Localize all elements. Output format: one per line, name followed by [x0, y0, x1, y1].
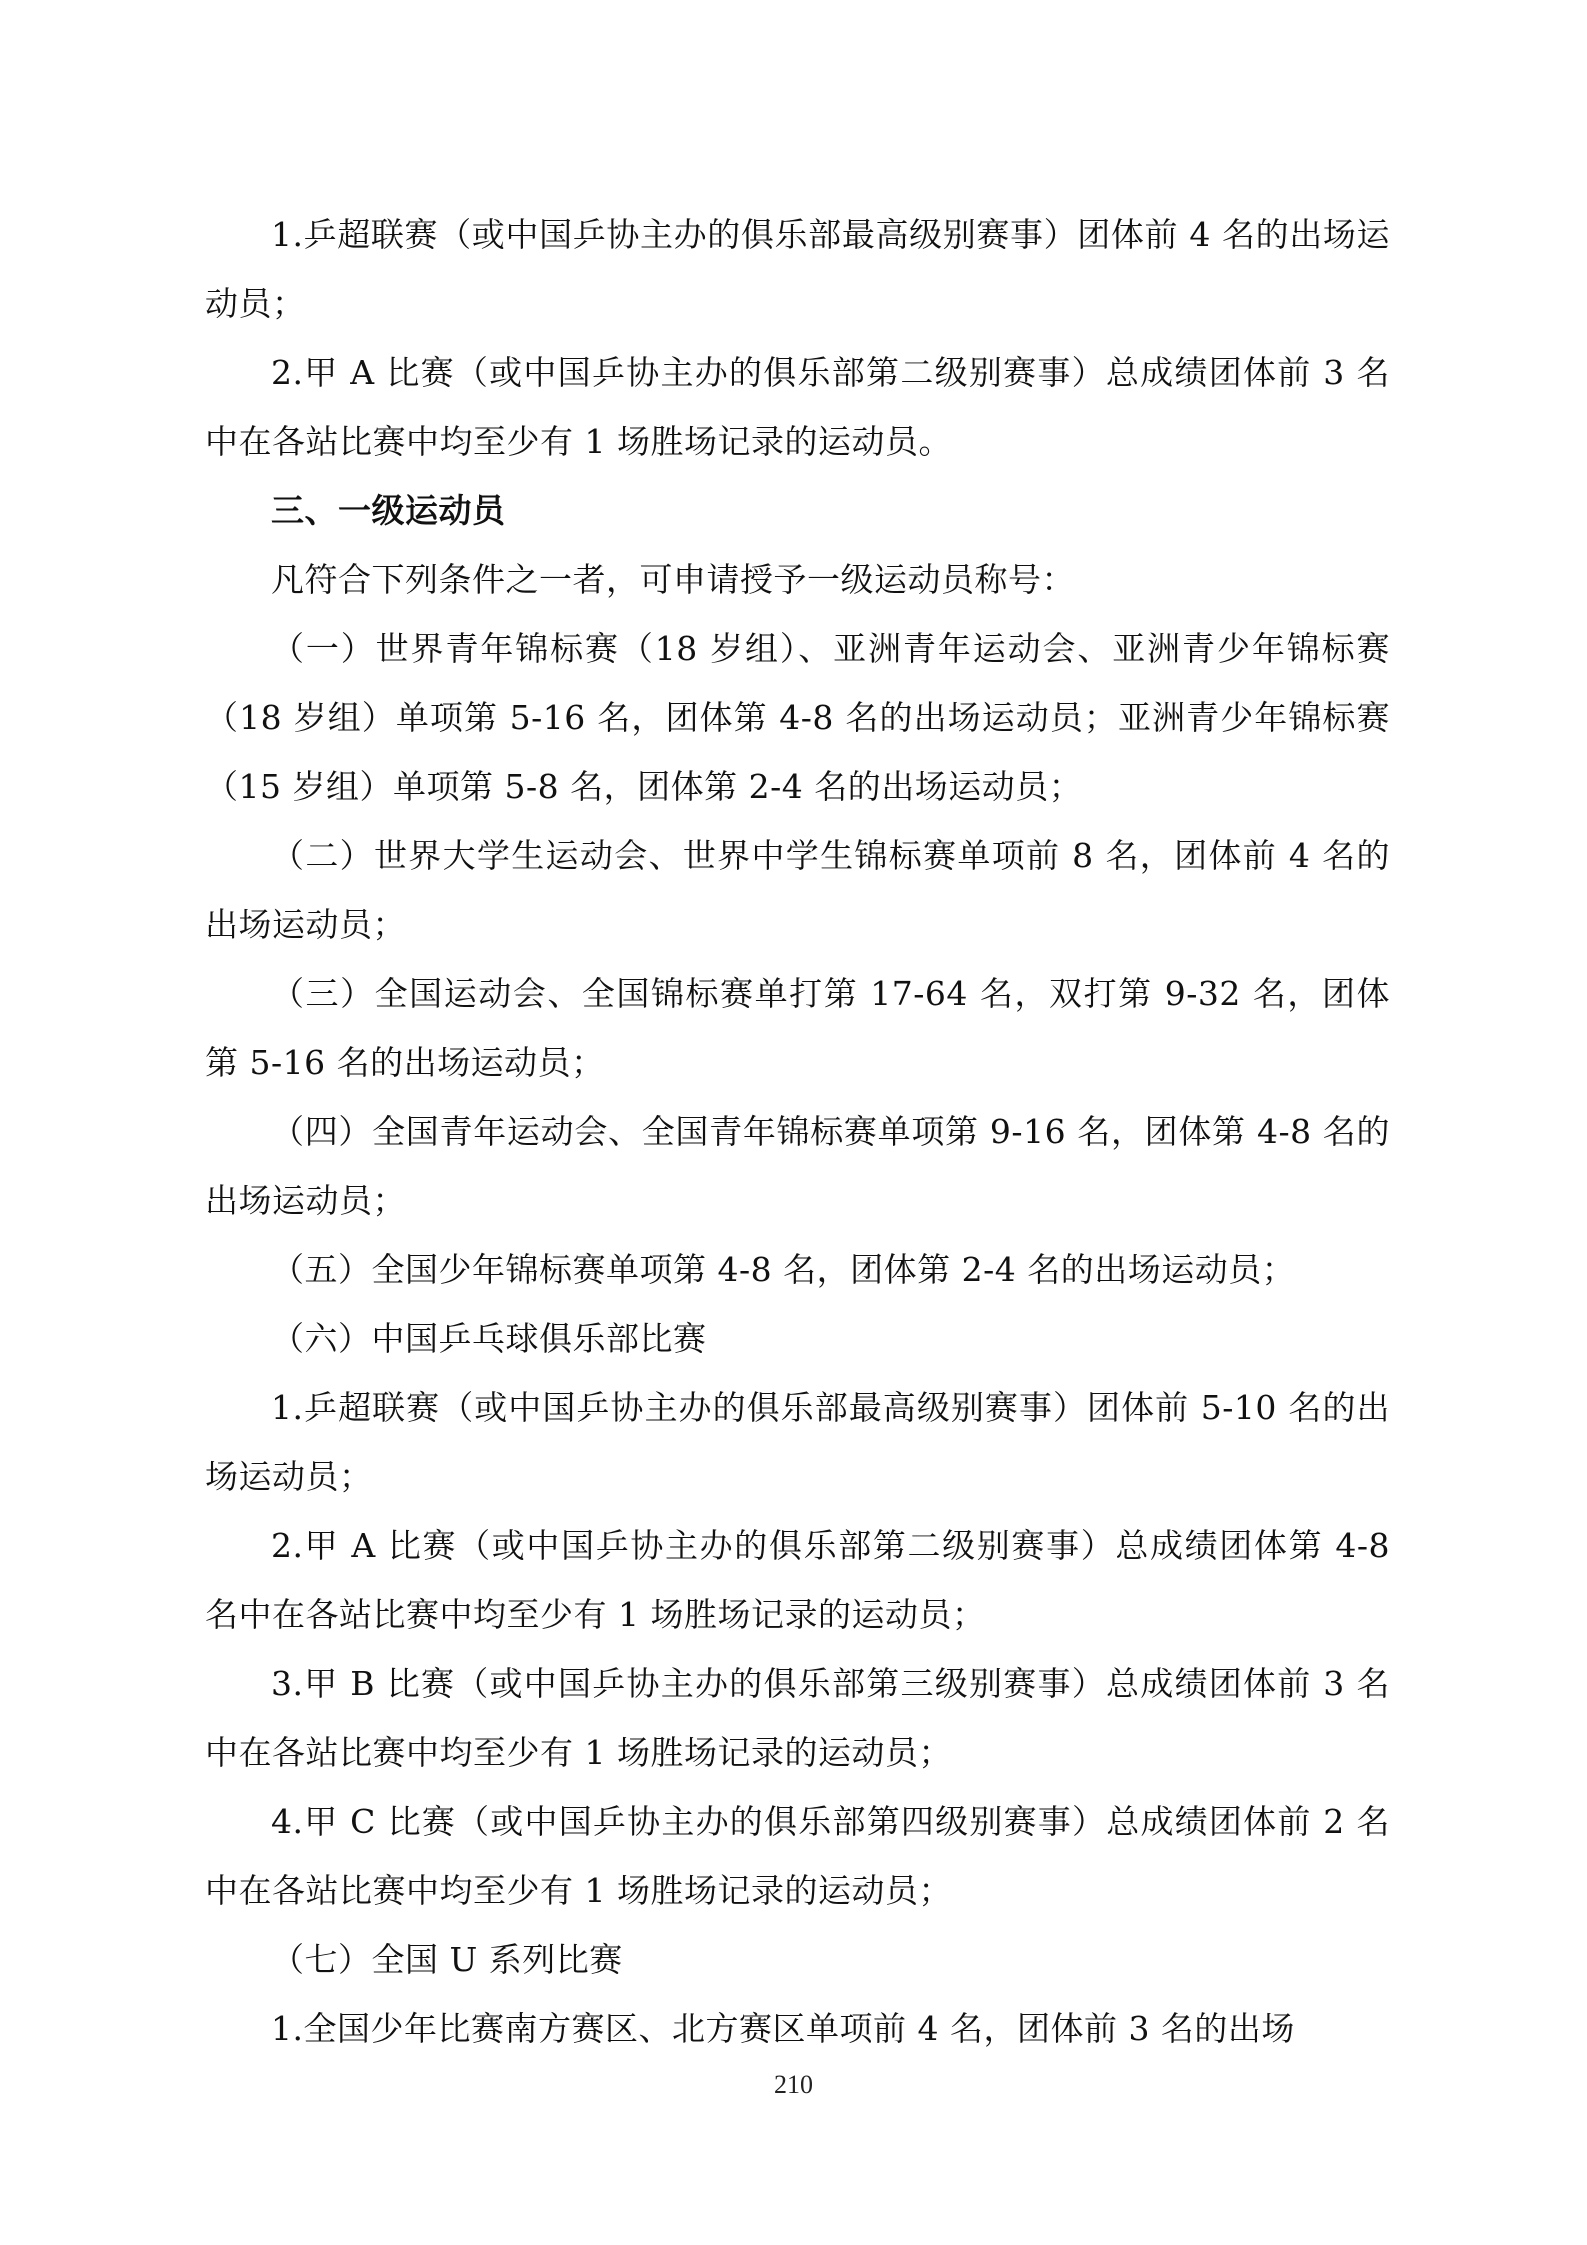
document-body: [205, 200, 1390, 2063]
paragraph-item-5-national-junior: （五）全国少年锦标赛单项第 4-8 名，团体第 2-4 名的出场运动员；: [271, 1250, 1296, 1289]
paragraph-item-1-world-youth: （一）世界青年锦标赛（18 岁组）、亚洲青年运动会、亚洲青少年锦标赛（18 岁组）单项第 5-16 名，团体第 4-8 名的出场运动员；亚洲青少年锦标赛（15 岁组）单项第 5-8 名，团体第 2-4 名的出场运动员；: [205, 629, 1390, 806]
paragraph-u-series-junior: 1.全国少年比赛南方赛区、北方赛区单项前 4 名，团体前 3 名的出场: [271, 2009, 1295, 2048]
paragraph-item-7-u-series: （七）全国 U 系列比赛: [271, 1940, 623, 1979]
paragraph-super-league-top4: 1.乒超联赛（或中国乒协主办的俱乐部最高级别赛事）团体前 4 名的出场运动员；: [205, 215, 1390, 323]
paragraph-eligibility-intro: 凡符合下列条件之一者，可申请授予一级运动员称号：: [271, 560, 1075, 599]
paragraph-item-3-national-games: （三）全国运动会、全国锦标赛单打第 17-64 名，双打第 9-32 名，团体第 5-16 名的出场运动员；: [205, 974, 1390, 1082]
page-number: 210: [774, 2070, 813, 2099]
paragraph-item-6-club-competition: （六）中国乒乓球俱乐部比赛: [271, 1319, 707, 1358]
paragraph-jia-a-top3: 2.甲 A 比赛（或中国乒协主办的俱乐部第二级别赛事）总成绩团体前 3 名中在各站比赛中均至少有 1 场胜场记录的运动员。: [205, 353, 1390, 461]
paragraph-club-jia-b: 3.甲 B 比赛（或中国乒协主办的俱乐部第三级别赛事）总成绩团体前 3 名中在各站比赛中均至少有 1 场胜场记录的运动员；: [205, 1664, 1390, 1772]
paragraph-item-2-universiade: （二）世界大学生运动会、世界中学生锦标赛单项前 8 名，团体前 4 名的出场运动员；: [205, 836, 1390, 944]
paragraph-club-jia-a: 2.甲 A 比赛（或中国乒协主办的俱乐部第二级别赛事）总成绩团体第 4-8 名中在各站比赛中均至少有 1 场胜场记录的运动员；: [205, 1526, 1390, 1634]
paragraph-item-4-national-youth-games: （四）全国青年运动会、全国青年锦标赛单项第 9-16 名，团体第 4-8 名的出场运动员；: [205, 1112, 1390, 1220]
paragraph-club-jia-c: 4.甲 C 比赛（或中国乒协主办的俱乐部第四级别赛事）总成绩团体前 2 名中在各站比赛中均至少有 1 场胜场记录的运动员；: [205, 1802, 1390, 1910]
section-heading-first-class-athlete: 三、一级运动员: [271, 491, 506, 530]
paragraph-club-super-league: 1.乒超联赛（或中国乒协主办的俱乐部最高级别赛事）团体前 5-10 名的出场运动员；: [205, 1388, 1390, 1496]
